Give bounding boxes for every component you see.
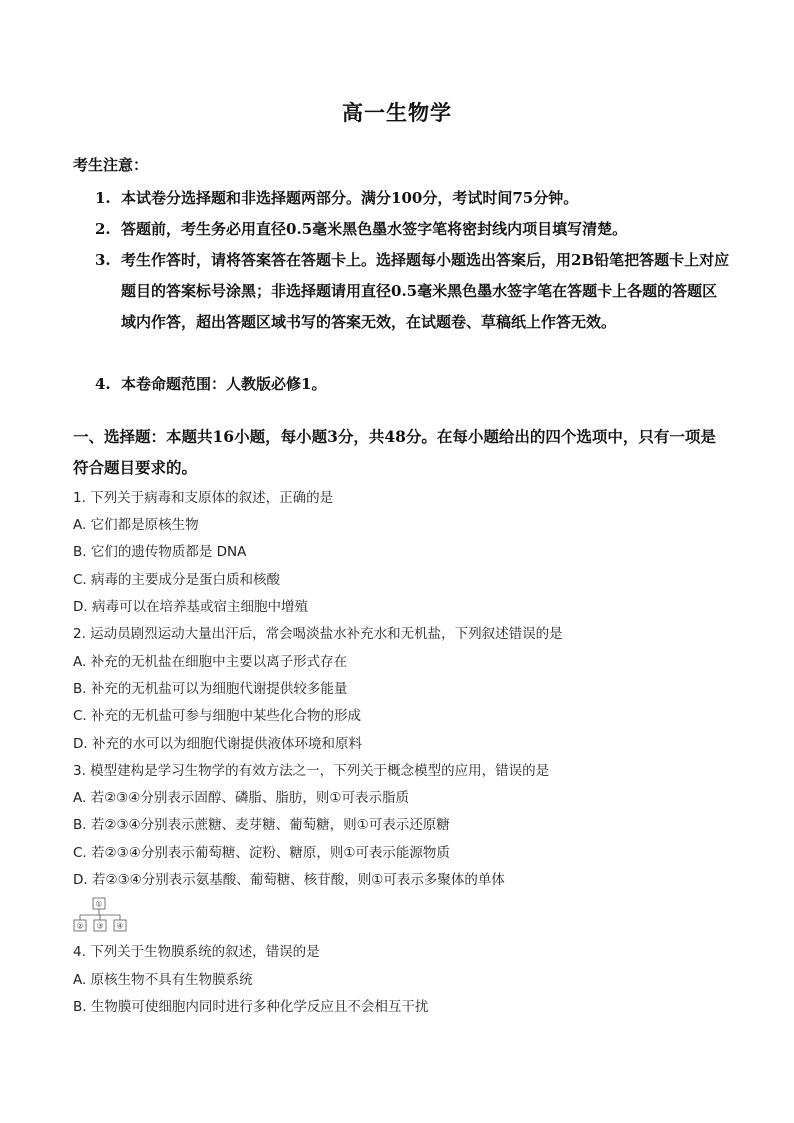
- question-option: B. 若②③④分别表示蔗糖、麦芽糖、葡萄糖，则①可表示还原糖: [73, 817, 450, 833]
- question-option: A. 若②③④分别表示固醇、磷脂、脂肪，则①可表示脂质: [73, 790, 409, 806]
- question-option: A. 它们都是原核生物: [73, 517, 199, 533]
- notice-text: 答题前，考生务必用直径0.5毫米黑色墨水签字笔将密封线内项目填写清楚。: [121, 220, 628, 238]
- question-option: B. 它们的遗传物质都是 DNA: [73, 544, 247, 560]
- diagram-label-4: ④: [116, 921, 124, 931]
- question-option: B. 补充的无机盐可以为细胞代谢提供较多能量: [73, 681, 348, 697]
- notice-number: 4.: [95, 375, 111, 393]
- notice-text: 本卷命题范围：人教版必修1。: [121, 375, 327, 393]
- concept-model-diagram: [73, 896, 137, 936]
- notice-item: [95, 183, 731, 214]
- diagram-label-3: ③: [96, 921, 104, 931]
- diagram-label-1: ①: [95, 899, 103, 909]
- question-stem: 2. 运动员剧烈运动大量出汗后，常会喝淡盐水补充水和无机盐，下列叙述错误的是: [73, 626, 563, 642]
- question-stem: 3. 模型建构是学习生物学的有效方法之一，下列关于概念模型的应用，错误的是: [73, 763, 550, 779]
- question-option: D. 补充的水可以为细胞代谢提供液体环境和原料: [73, 736, 362, 752]
- notice-item: [95, 214, 731, 245]
- question-option: A. 原核生物不具有生物膜系统: [73, 972, 253, 988]
- question-option: A. 补充的无机盐在细胞中主要以离子形式存在: [73, 654, 348, 670]
- question-option: C. 病毒的主要成分是蛋白质和核酸: [73, 572, 281, 588]
- notice-text: 考生作答时，请将答案答在答题卡上。选择题每小题选出答案后，用2B铅笔把答题卡上对应题目的答案标号涂黑；非选择题请用直径0.5毫米黑色墨水签字笔在答题卡上各题的答题区域内作答，超出答题区域书写的答案无效，在试题卷、草稿纸上作答无效。: [121, 251, 730, 331]
- question-option: D. 病毒可以在培养基或宿主细胞中增殖: [73, 599, 308, 615]
- question-option: C. 补充的无机盐可参与细胞中某些化合物的形成: [73, 708, 362, 724]
- question-stem: 1. 下列关于病毒和支原体的叙述，正确的是: [73, 490, 334, 506]
- question-option: D. 若②③④分别表示氨基酸、葡萄糖、核苷酸，则①可表示多聚体的单体: [73, 872, 505, 888]
- notice-heading: 考生注意：: [73, 156, 149, 174]
- question-option: C. 若②③④分别表示葡萄糖、淀粉、糖原，则①可表示能源物质: [73, 845, 450, 861]
- question-stem: 4. 下列关于生物膜系统的叙述，错误的是: [73, 944, 320, 960]
- diagram-label-2: ②: [76, 921, 84, 931]
- notice-number: 3.: [95, 251, 111, 269]
- notice-text: 本试卷分选择题和非选择题两部分。满分100分，考试时间75分钟。: [121, 189, 579, 207]
- page-title: 高一生物学: [342, 100, 452, 125]
- notice-item: [95, 369, 731, 400]
- section-heading: 一、选择题：本题共16小题，每小题3分，共48分。在每小题给出的四个选项中，只有一项是符合题目要求的。: [73, 427, 716, 477]
- question-option: B. 生物膜可使细胞内同时进行多种化学反应且不会相互干扰: [73, 999, 429, 1015]
- notice-number: 1.: [95, 189, 111, 207]
- notice-item: [95, 245, 731, 338]
- notice-number: 2.: [95, 220, 111, 238]
